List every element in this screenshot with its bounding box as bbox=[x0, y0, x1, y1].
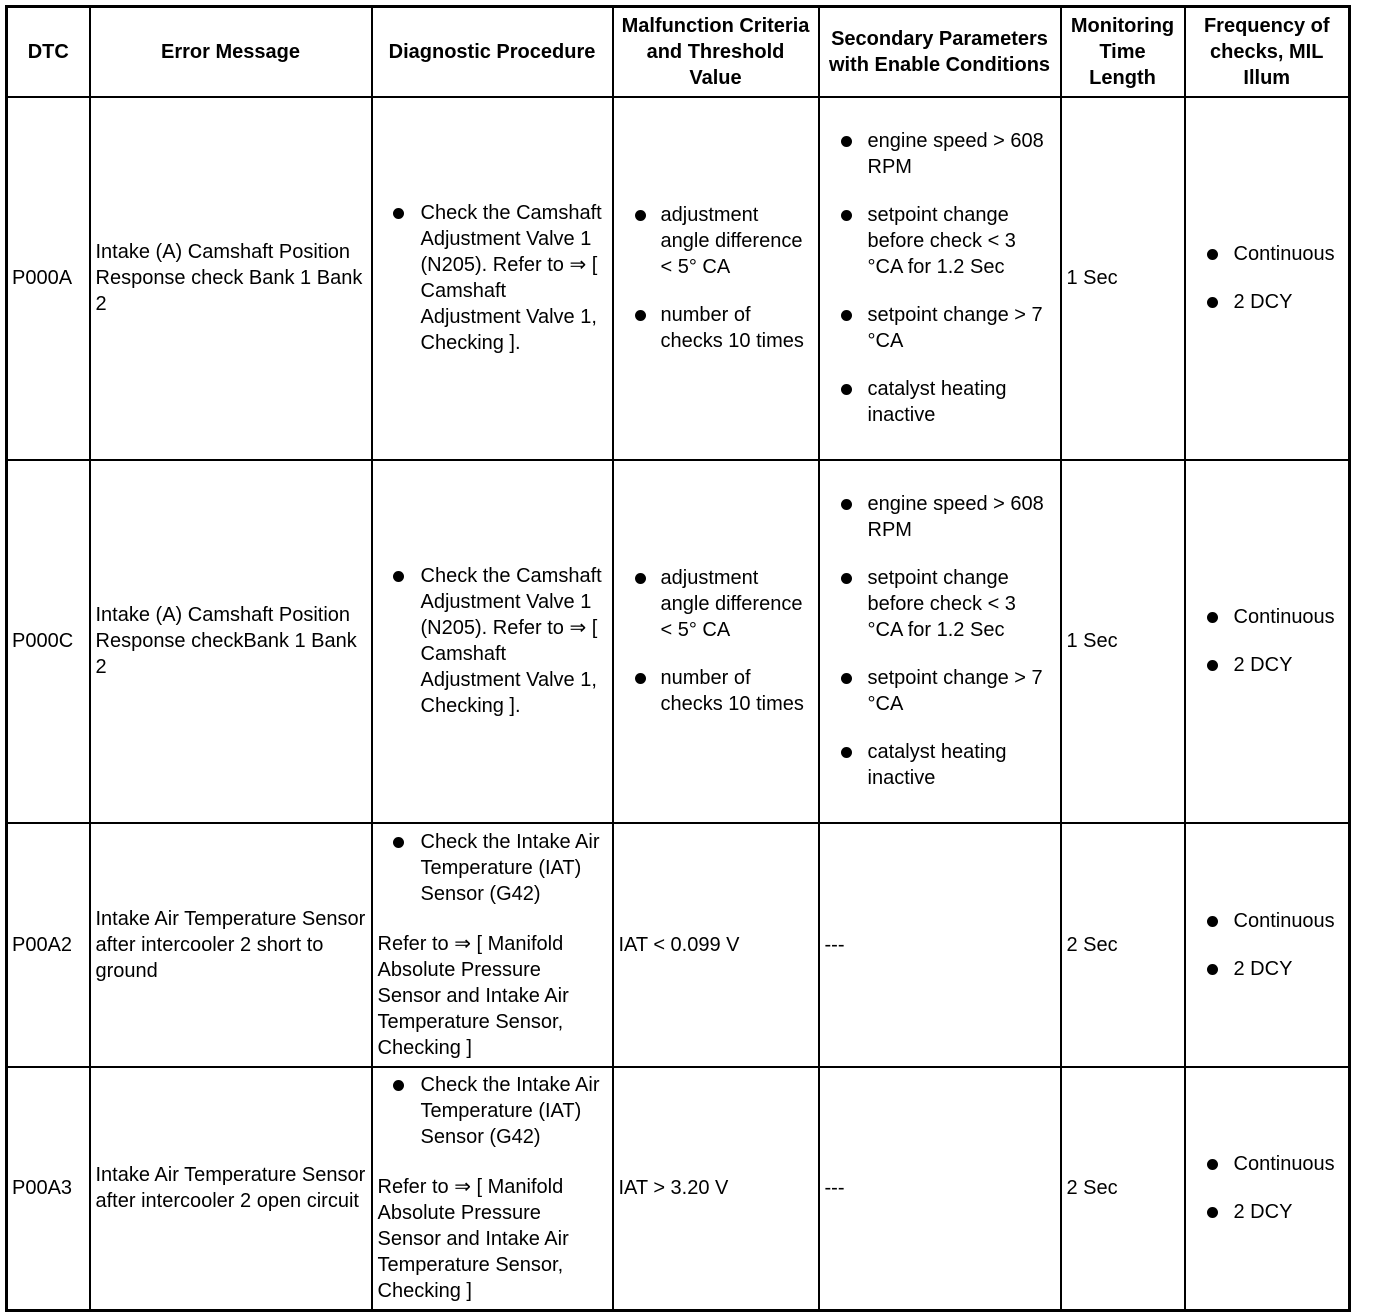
secondary-bullet: catalyst heating inactive bbox=[825, 739, 1055, 791]
criteria-bullet: number of checks 10 times bbox=[619, 302, 813, 354]
monitoring-time: 2 Sec bbox=[1061, 823, 1185, 1067]
frequency bbox=[1185, 97, 1350, 460]
secondary-parameters: --- bbox=[819, 1067, 1061, 1311]
frequency bbox=[1185, 460, 1350, 823]
monitoring-time: 2 Sec bbox=[1061, 1067, 1185, 1311]
secondary-bullet: engine speed > 608 RPM bbox=[825, 491, 1055, 543]
procedure-bullet: Check the Intake Air Temperature (IAT) Sensor (G42) bbox=[378, 829, 607, 907]
frequency-bullet: 2 DCY bbox=[1191, 956, 1344, 982]
frequency-bullet: Continuous bbox=[1191, 241, 1344, 267]
header-malfunction-criteria: Malfunction Criteria and Threshold Value bbox=[613, 7, 819, 97]
criteria-bullet: adjustment angle difference < 5° CA bbox=[619, 202, 813, 280]
criteria-bullet: adjustment angle difference < 5° CA bbox=[619, 565, 813, 643]
header-monitoring-time: Monitoring Time Length bbox=[1061, 7, 1185, 97]
diagnostic-procedure bbox=[372, 460, 613, 823]
procedure-bullet: Check the Intake Air Temperature (IAT) Sensor (G42) bbox=[378, 1072, 607, 1150]
dtc-code: P000A bbox=[7, 97, 90, 460]
malfunction-criteria bbox=[613, 460, 819, 823]
frequency bbox=[1185, 1067, 1350, 1311]
procedure-bullet: Check the Camshaft Adjustment Valve 1 (N205). Refer to ⇒ [ Camshaft Adjustment Valve 1, Checking ]. bbox=[378, 563, 607, 719]
dtc-table bbox=[5, 5, 1351, 1312]
frequency-bullet: 2 DCY bbox=[1191, 289, 1344, 315]
error-message: Intake Air Temperature Sensor after intercooler 2 short to ground bbox=[90, 823, 372, 1067]
header-secondary-parameters: Secondary Parameters with Enable Conditions bbox=[819, 7, 1061, 97]
procedure-note: Refer to ⇒ [ Manifold Absolute Pressure Sensor and Intake Air Temperature Sensor, Checking ] bbox=[377, 1176, 569, 1303]
error-message: Intake Air Temperature Sensor after intercooler 2 open circuit bbox=[90, 1067, 372, 1311]
table-row bbox=[7, 1067, 1350, 1311]
secondary-bullet: setpoint change > 7 °CA bbox=[825, 302, 1055, 354]
frequency-bullet: Continuous bbox=[1191, 1151, 1344, 1177]
procedure-bullet: Check the Camshaft Adjustment Valve 1 (N205). Refer to ⇒ [ Camshaft Adjustment Valve 1, Checking ]. bbox=[378, 200, 607, 356]
error-message: Intake (A) Camshaft Position Response check Bank 1 Bank 2 bbox=[90, 97, 372, 460]
error-message: Intake (A) Camshaft Position Response checkBank 1 Bank 2 bbox=[90, 460, 372, 823]
dtc-code: P00A3 bbox=[7, 1067, 90, 1311]
header-frequency: Frequency of checks, MIL Illum bbox=[1185, 7, 1350, 97]
secondary-parameters bbox=[819, 97, 1061, 460]
header-error-message: Error Message bbox=[90, 7, 372, 97]
malfunction-criteria: IAT > 3.20 V bbox=[613, 1067, 819, 1311]
frequency-bullet: Continuous bbox=[1191, 604, 1344, 630]
secondary-parameters: --- bbox=[819, 823, 1061, 1067]
dtc-code: P000C bbox=[7, 460, 90, 823]
table-row bbox=[7, 823, 1350, 1067]
procedure-note: Refer to ⇒ [ Manifold Absolute Pressure Sensor and Intake Air Temperature Sensor, Checking ] bbox=[377, 932, 569, 1059]
diagnostic-procedure bbox=[372, 1067, 613, 1311]
monitoring-time: 1 Sec bbox=[1061, 97, 1185, 460]
header-dtc: DTC bbox=[7, 7, 90, 97]
criteria-bullet: number of checks 10 times bbox=[619, 665, 813, 717]
secondary-bullet: setpoint change > 7 °CA bbox=[825, 665, 1055, 717]
secondary-bullet: setpoint change before check < 3 °CA for 1.2 Sec bbox=[825, 202, 1055, 280]
monitoring-time: 1 Sec bbox=[1061, 460, 1185, 823]
frequency bbox=[1185, 823, 1350, 1067]
header-diagnostic-procedure: Diagnostic Procedure bbox=[372, 7, 613, 97]
diagnostic-procedure bbox=[372, 97, 613, 460]
table-row bbox=[7, 97, 1350, 460]
diagnostic-procedure bbox=[372, 823, 613, 1067]
dtc-code: P00A2 bbox=[7, 823, 90, 1067]
secondary-parameters bbox=[819, 460, 1061, 823]
secondary-bullet: catalyst heating inactive bbox=[825, 376, 1055, 428]
malfunction-criteria bbox=[613, 97, 819, 460]
header-row bbox=[7, 7, 1350, 97]
frequency-bullet: 2 DCY bbox=[1191, 652, 1344, 678]
frequency-bullet: Continuous bbox=[1191, 908, 1344, 934]
secondary-bullet: engine speed > 608 RPM bbox=[825, 128, 1055, 180]
malfunction-criteria: IAT < 0.099 V bbox=[613, 823, 819, 1067]
frequency-bullet: 2 DCY bbox=[1191, 1199, 1344, 1225]
table-row bbox=[7, 460, 1350, 823]
secondary-bullet: setpoint change before check < 3 °CA for 1.2 Sec bbox=[825, 565, 1055, 643]
